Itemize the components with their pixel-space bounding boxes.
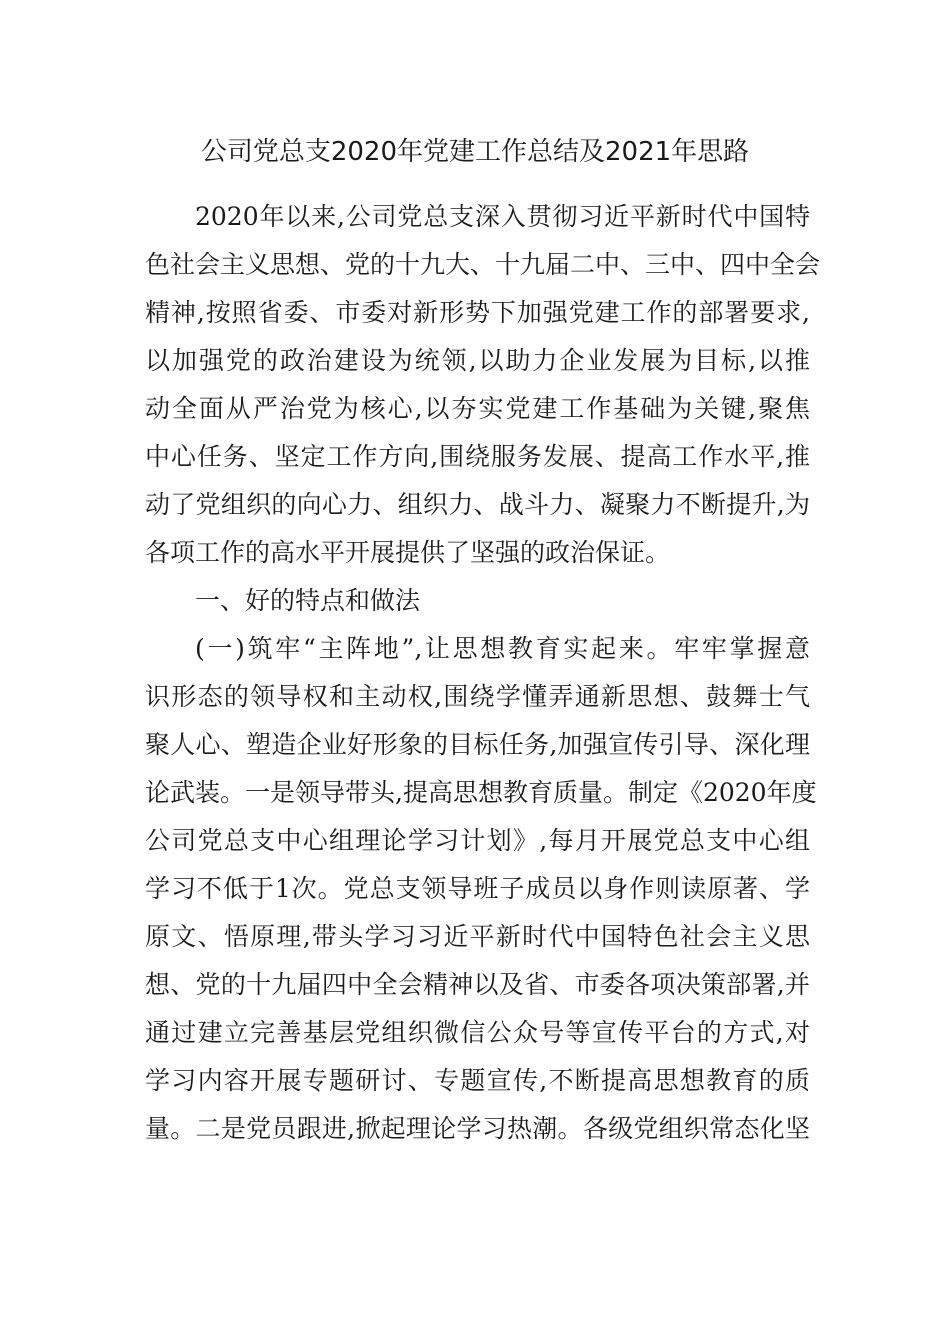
document-body [145,193,821,1153]
paragraph-line: 动全面从严治党为核心,以夯实党建工作基础为关键,聚焦 [145,394,810,423]
paragraph-line: 聚人心、塑造企业好形象的目标任务,加强宣传引导、深化理 [145,730,810,759]
paragraph-line: 公司党总支中心组理论学习计划》,每月开展党总支中心组 [145,826,810,855]
paragraph-line: 动了党组织的向心力、组织力、战斗力、凝聚力不断提升,为 [145,490,810,519]
paragraph-line: 学习不低于1次。党总支领导班子成员以身作则读原著、学 [145,874,810,903]
paragraph-line: 各项工作的高水平开展提供了坚强的政治保证。 [145,538,671,567]
paragraph-line: 精神,按照省委、市委对新形势下加强党建工作的部署要求, [145,298,810,327]
paragraph-line: (一)筑牢“主阵地”,让思想教育实起来。牢牢掌握意 [195,634,810,663]
paragraph-line: 论武装。一是领导带头,提高思想教育质量。制定《2020年度 [145,778,817,807]
paragraph-line: 学习内容开展专题研讨、专题宣传,不断提高思想教育的质 [145,1066,810,1095]
section-heading: 一、好的特点和做法 [195,586,421,615]
paragraph-line: 2020年以来,公司党总支深入贯彻习近平新时代中国特 [195,202,810,231]
paragraph-line: 量。二是党员跟进,掀起理论学习热潮。各级党组织常态化坚 [145,1114,810,1143]
paragraph-line: 识形态的领导权和主动权,围绕学懂弄通新思想、鼓舞士气 [145,682,810,711]
document-title: 公司党总支2020年党建工作总结及2021年思路 [200,137,750,167]
paragraph-line: 以加强党的政治建设为统领,以助力企业发展为目标,以推 [145,346,810,375]
paragraph-line: 色社会主义思想、党的十九大、十九届二中、三中、四中全会 [145,250,821,279]
paragraph-line: 通过建立完善基层党组织微信公众号等宣传平台的方式,对 [145,1018,810,1047]
paragraph-line: 想、党的十九届四中全会精神以及省、市委各项决策部署,并 [145,970,810,999]
paragraph-line: 中心任务、坚定工作方向,围绕服务发展、提高工作水平,推 [145,442,810,471]
paragraph-line: 原文、悟原理,带头学习习近平新时代中国特色社会主义思 [145,922,810,951]
